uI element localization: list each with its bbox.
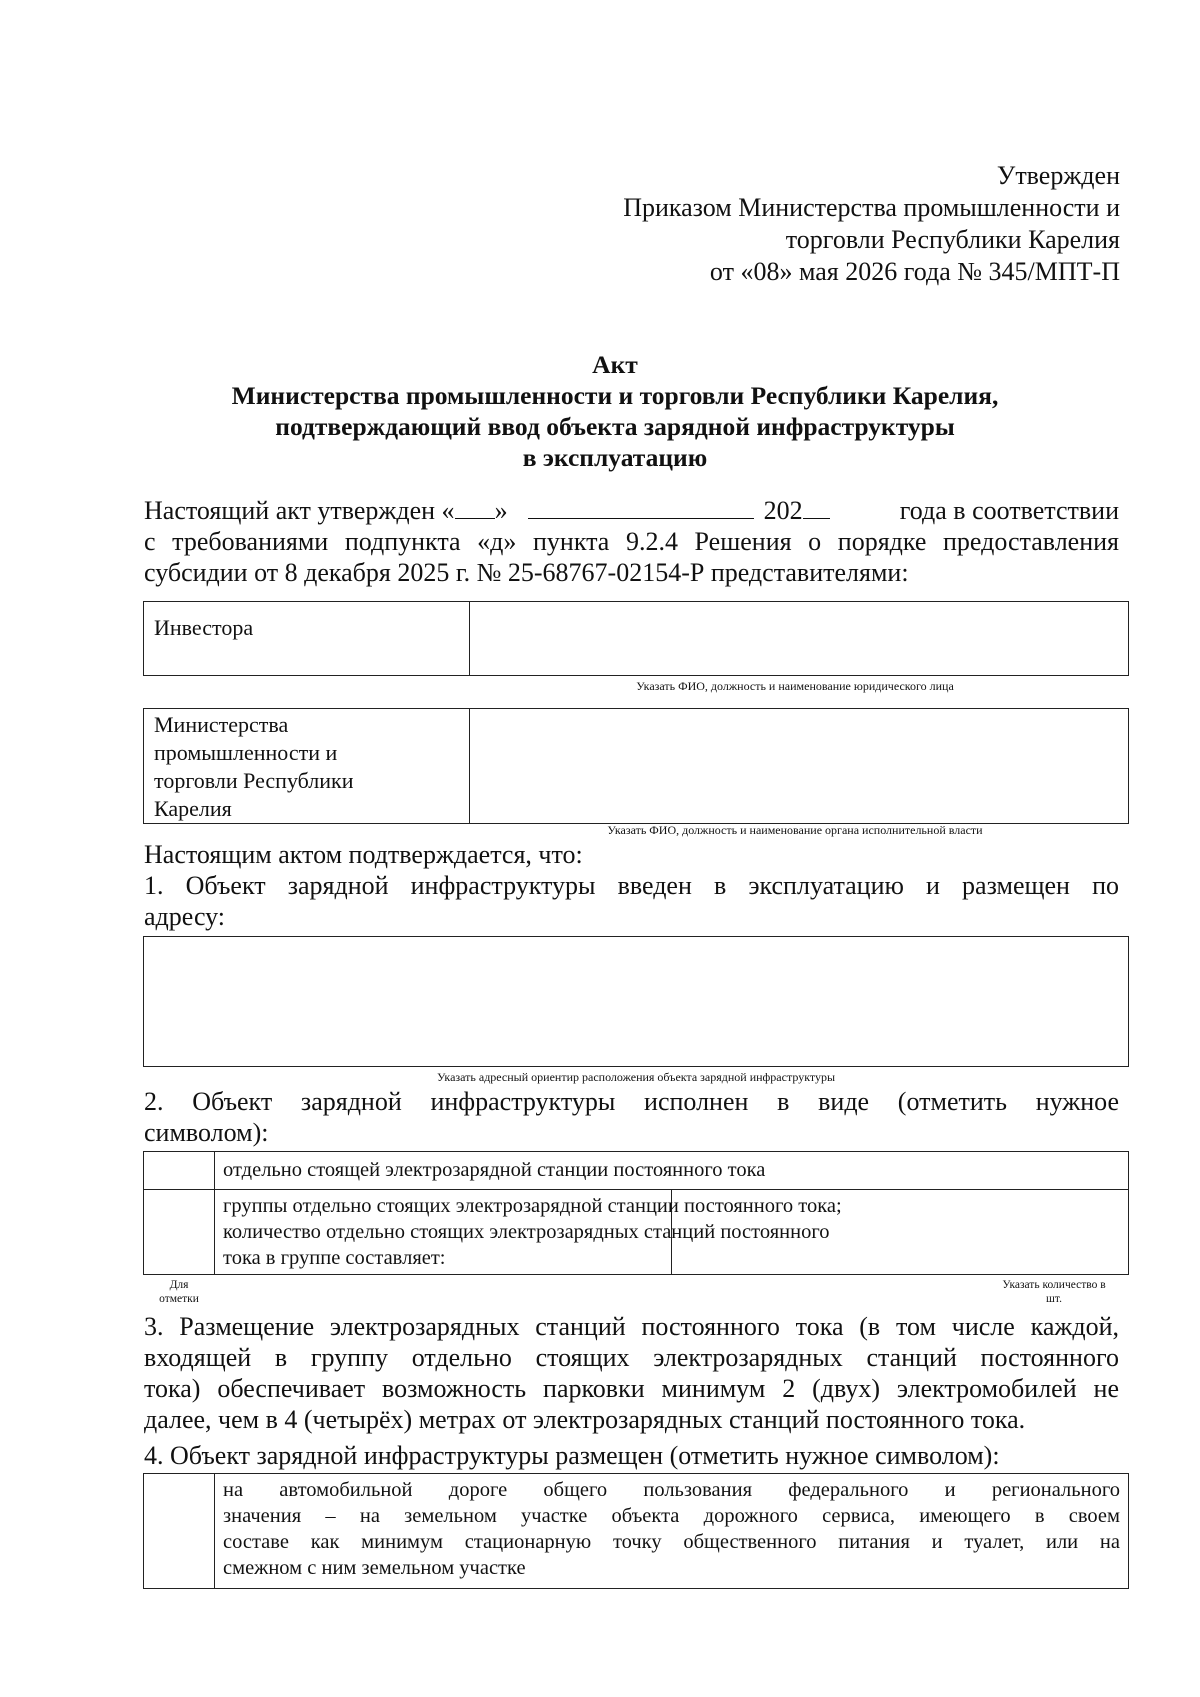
ministry-label-line-1: Министерства (154, 712, 289, 737)
title-line-2: Министерства промышленности и торговли Республики Карелия, (231, 381, 999, 410)
item4-option1-line-1: на автомобильной дороге общего пользования федерального и регионального (223, 1479, 1120, 1501)
mark-hint-line-1: Для (169, 1279, 189, 1291)
intro-text-4: года в соответствии (899, 496, 1119, 525)
document-title (130, 349, 1100, 473)
item2-option2-text (215, 1190, 842, 1275)
item4-option1-text (215, 1474, 1129, 1589)
intro-line-3: субсидии от 8 декабря 2025 г. № 25-68767-02154-Р представителями: (144, 558, 909, 587)
item4-option1-line-3: составе как минимум стационарную точку общественного питания и туалет, или на (223, 1531, 1120, 1553)
item4-line-1: 4. Объект зарядной инфраструктуры размещен (отметить нужное символом): (144, 1441, 1000, 1470)
approval-block (560, 160, 1120, 288)
count-hint-line-2: шт. (1046, 1293, 1062, 1305)
item1-line-2: адресу: (144, 902, 226, 931)
intro-text-2: » (494, 496, 508, 525)
count-hint (975, 1278, 1133, 1306)
count-hint-line-1: Указать количество в (1002, 1279, 1106, 1291)
approval-line-4: от «08» мая 2026 года № 345/МПТ-П (709, 257, 1120, 286)
address-hint: Указать адресный ориентир расположения объекта зарядной инфраструктуры (436, 1070, 836, 1084)
intro-line-1 (144, 494, 1119, 526)
investor-hint: Указать ФИО, должность и наименование юридического лица (636, 679, 954, 693)
item2-option2-line-1: группы отдельно стоящих электрозарядной станции постоянного тока; (223, 1195, 842, 1217)
item3-line-4: далее, чем в 4 (четырёх) метрах от электрозарядных станций постоянного тока. (144, 1405, 1026, 1434)
title-line-1: Акт (592, 350, 638, 379)
approval-line-1: Утвержден (996, 161, 1120, 190)
item2-option1-text (215, 1152, 1129, 1190)
ministry-label-line-4: Карелия (154, 796, 232, 821)
address-table (143, 936, 1129, 1067)
investor-value-field[interactable] (470, 602, 1129, 676)
mark-hint-line-2: отметки (159, 1293, 199, 1305)
item4-paragraph (144, 1440, 1119, 1471)
item3-paragraph (144, 1311, 1119, 1435)
investor-label: Инвестора (144, 602, 470, 676)
approval-line-3: торговли Республики Карелия (785, 225, 1120, 254)
approval-line-2: Приказом Министерства промышленности и (623, 193, 1120, 222)
title-line-4: в эксплуатацию (522, 443, 708, 472)
ministry-label-line-3: торговли Республики (154, 768, 354, 793)
intro-text-3: 202 (763, 496, 803, 525)
item3-line-3: тока) обеспечивает возможность парковки минимум 2 (двух) электромобилей не (144, 1374, 1119, 1403)
month-blank[interactable] (528, 494, 754, 519)
investor-table (143, 601, 1129, 676)
item2-option2-checkbox[interactable] (144, 1190, 215, 1275)
year-blank[interactable] (803, 494, 830, 519)
item4-option1-line-2: значения – на земельном участке объекта дорожного сервиса, имеющего в своем (223, 1505, 1120, 1527)
ministry-label (144, 709, 470, 824)
item2-option1-checkbox[interactable] (144, 1152, 215, 1190)
item4-option1-line-4: смежном с ним земельном участке (223, 1557, 526, 1579)
intro-line-2: с требованиями подпункта «д» пункта 9.2.4 Решения о порядке предоставления (144, 527, 1119, 556)
item3-line-1: 3. Размещение электрозарядных станций постоянного тока (в том числе каждой, (144, 1312, 1119, 1341)
item2-option2-line-2: количество отдельно стоящих электрозарядных станций постоянного (223, 1221, 830, 1243)
address-value-field[interactable] (144, 937, 1129, 1067)
intro-paragraph (144, 494, 1119, 588)
item2-line-2: символом): (144, 1118, 269, 1147)
ministry-hint: Указать ФИО, должность и наименование органа исполнительной власти (607, 823, 983, 837)
ministry-value-field[interactable] (470, 709, 1129, 824)
item3-line-2: входящей в группу отдельно стоящих электрозарядных станций постоянного (144, 1343, 1119, 1372)
item2-paragraph (144, 1086, 1119, 1148)
ministry-label-line-2: промышленности и (154, 740, 338, 765)
day-blank[interactable] (455, 494, 495, 519)
item2-line-1: 2. Объект зарядной инфраструктуры исполнен в виде (отметить нужное (144, 1087, 1119, 1116)
item2-options-table (143, 1151, 1129, 1275)
item1-line-1: 1. Объект зарядной инфраструктуры введен в эксплуатацию и размещен по (144, 871, 1119, 900)
intro-text-1: Настоящий акт утвержден « (144, 496, 455, 525)
ministry-table (143, 708, 1129, 824)
item4-options-table (143, 1473, 1129, 1589)
item2-option2-line-3: тока в группе составляет: (223, 1247, 446, 1269)
item4-option1-checkbox[interactable] (144, 1474, 215, 1589)
title-line-3: подтверждающий ввод объекта зарядной инфраструктуры (275, 412, 955, 441)
confirm-line-0: Настоящим актом подтверждается, что: (144, 840, 583, 869)
item2-option1-label: отдельно стоящей электрозарядной станции постоянного тока (223, 1159, 766, 1181)
mark-hint (143, 1278, 215, 1306)
confirm-paragraph (144, 839, 1119, 932)
